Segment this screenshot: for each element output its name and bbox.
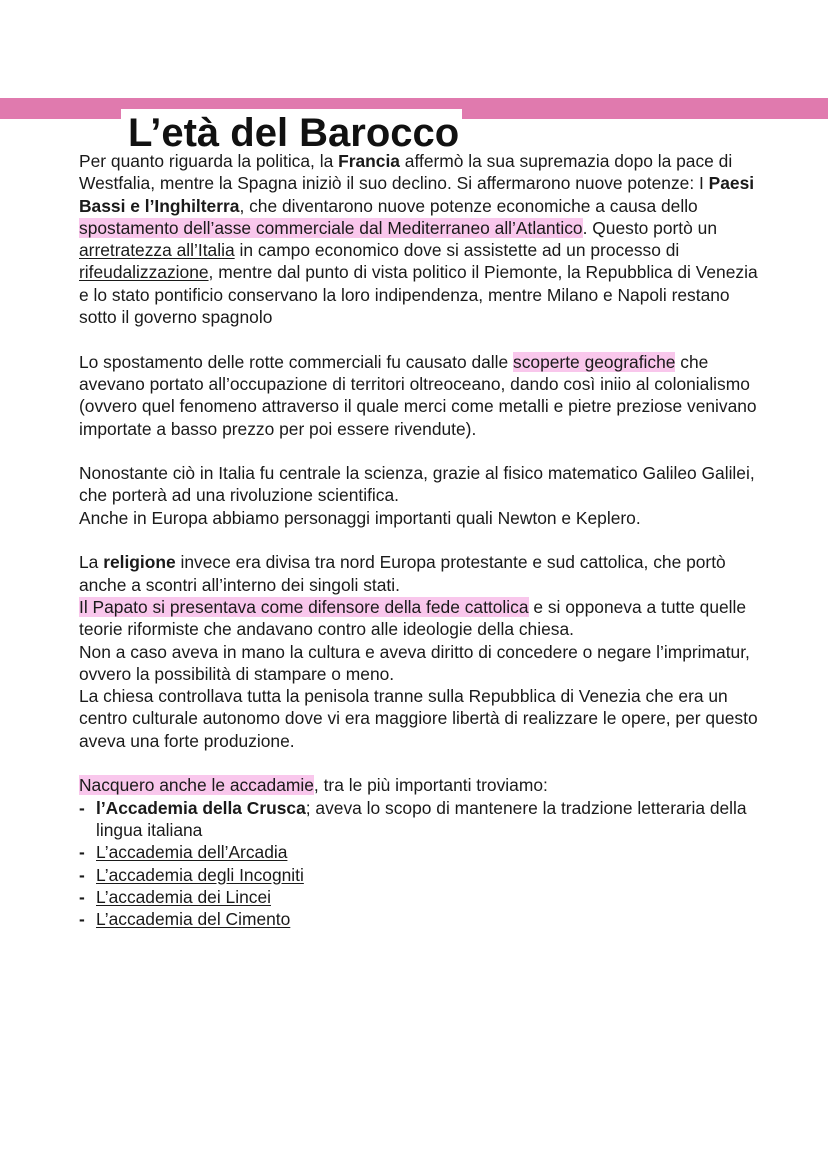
list-item xyxy=(79,797,759,842)
list-dash: - xyxy=(79,909,85,930)
text-run: , mentre dal punto di vista politico il Piemonte, la Repubblica di Venezia e lo stato pontificio conservano la loro indipendenza, mentre Milano e Napoli restano sotto il governo spagnolo xyxy=(79,262,758,328)
highlight-spostamento: spostamento dell’asse commerciale dal Mediterraneo all’Atlantico xyxy=(79,217,583,238)
text-run: , che diventarono nuove potenze economiche a causa dello xyxy=(239,195,698,216)
text-run: in campo economico dove si assistette ad un processo di xyxy=(234,240,680,261)
underline-incogniti: L’accademia degli Incogniti xyxy=(96,864,304,885)
highlight-accadamie: Nacquero anche le accadamie xyxy=(79,775,314,796)
text-run: Per quanto riguarda la politica, la xyxy=(79,151,339,171)
text-run: Anche in Europa abbiamo personaggi importanti quali Newton e Keplero. xyxy=(79,507,641,528)
page-title: L’età del Barocco xyxy=(121,109,462,157)
text-run: invece era divisa tra nord Europa protestante e sud cattolica, che portò anche a scontri all’interno dei singoli stati. xyxy=(79,552,726,595)
highlight-papato: Il Papato si presentava come difensore della fede cattolica xyxy=(79,596,529,617)
paragraph-trade-routes xyxy=(79,351,759,440)
text-run: Nonostante ciò in Italia fu centrale la scienza, grazie al fisico matematico Galileo Galilei, che porterà ad una rivoluzione scientifica. xyxy=(79,463,755,506)
text-run: . Questo portò un xyxy=(582,217,717,238)
underline-arcadia: L’accademia dell’Arcadia xyxy=(96,842,288,863)
paragraph-science xyxy=(79,462,759,529)
bold-term-francia: Francia xyxy=(338,151,400,171)
text-run: e si opponeva a tutte quelle teorie riformiste che andavano contro alle ideologie della chiesa. xyxy=(79,596,747,640)
underline-rifeudalizzazione: rifeudalizzazione xyxy=(79,262,209,283)
highlight-scoperte: scoperte geografiche xyxy=(513,351,676,372)
list-item xyxy=(79,841,759,863)
document-body xyxy=(79,150,759,930)
bold-term-religione: religione xyxy=(103,552,176,573)
bold-term-crusca: l’Accademia della Crusca xyxy=(96,797,306,818)
underline-cimento: L’accademia del Cimento xyxy=(96,909,291,930)
underline-lincei: L’accademia dei Lincei xyxy=(96,886,271,907)
text-run: che avevano portato all’occupazione di territori oltreoceano, dando così iniio al colonialismo (ovvero quel fenomeno attraverso il quale merci come metalli e pietre preziose venivano importate a basso prezzo per poi essere rivendute). xyxy=(79,351,757,439)
paragraph-academies xyxy=(79,774,759,930)
academies-intro xyxy=(79,774,759,796)
underline-arretratezza: arretratezza all’Italia xyxy=(79,240,235,261)
text-run: ; aveva lo scopo di mantenere la tradzione letteraria della lingua italiana xyxy=(96,797,747,840)
bold-term-paesi-bassi: Paesi Bassi e l’Inghilterra xyxy=(79,173,755,216)
academies-list xyxy=(79,797,759,931)
list-dash: - xyxy=(79,842,85,863)
paragraph-politics xyxy=(79,150,759,328)
text-run: Lo spostamento delle rotte commerciali fu causato dalle xyxy=(79,351,514,372)
list-item xyxy=(79,864,759,886)
text-run: , tra le più importanti troviamo: xyxy=(313,775,548,796)
paragraph-religion xyxy=(79,551,759,752)
text-run: La chiesa controllava tutta la penisola tranne sulla Repubblica di Venezia che era un centro culturale autonomo dove vi era maggiore libertà di realizzare le opere, per questo aveva una forte produzione. xyxy=(79,686,758,751)
list-item xyxy=(79,908,759,930)
list-dash: - xyxy=(79,886,85,907)
list-dash: - xyxy=(79,797,85,818)
text-run: Non a caso aveva in mano la cultura e aveva diritto di concedere o negare l’imprimatur, ovvero la possibilità di stampare o meno. xyxy=(79,641,750,684)
list-item xyxy=(79,886,759,908)
text-run: La xyxy=(79,552,104,573)
list-dash: - xyxy=(79,864,85,885)
text-run: affermò la sua supremazia dopo la pace di Westfalia, mentre la Spagna iniziò il suo declino. Si affermarono nuove potenze: I xyxy=(79,151,733,194)
